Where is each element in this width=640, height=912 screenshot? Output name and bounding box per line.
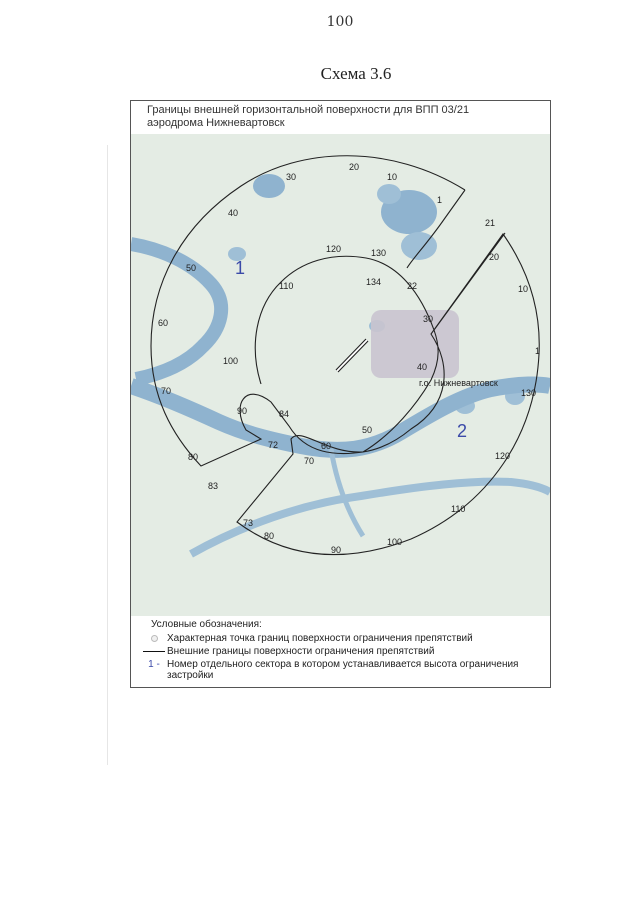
height-label: 72 bbox=[268, 440, 279, 450]
height-label: 40 bbox=[228, 208, 239, 218]
height-label: 80 bbox=[188, 452, 199, 462]
point-symbol-icon bbox=[141, 633, 167, 644]
height-label: 80 bbox=[264, 531, 275, 541]
height-label: 100 bbox=[223, 356, 239, 366]
legend bbox=[141, 619, 541, 683]
height-label: 20 bbox=[349, 162, 360, 172]
page-number: 100 bbox=[326, 14, 354, 30]
height-label: 21 bbox=[485, 218, 496, 228]
height-label: 10 bbox=[387, 172, 398, 182]
city-label: г.о. Нижневартовск bbox=[419, 378, 498, 388]
binding-margin-line bbox=[107, 145, 108, 765]
height-label: 100 bbox=[387, 537, 403, 547]
height-label: 1 bbox=[437, 195, 443, 205]
height-label: 20 bbox=[489, 252, 500, 262]
legend-item-text: Характерная точка границ поверхности ограничения препятствий bbox=[167, 633, 473, 644]
terrain-tint bbox=[131, 134, 550, 616]
height-label: 1 bbox=[535, 346, 541, 356]
legend-item-point bbox=[141, 633, 541, 644]
height-label: 60 bbox=[158, 318, 169, 328]
map-svg bbox=[131, 134, 550, 616]
height-label: 110 bbox=[279, 281, 294, 291]
height-label: 73 bbox=[243, 518, 254, 528]
height-label: 110 bbox=[451, 504, 466, 514]
legend-item-sector bbox=[141, 659, 541, 681]
height-label: 83 bbox=[208, 481, 219, 491]
height-label: 70 bbox=[304, 456, 315, 466]
city-area bbox=[371, 310, 459, 378]
height-label: 90 bbox=[331, 545, 342, 555]
height-label: 70 bbox=[161, 386, 172, 396]
lake bbox=[253, 174, 285, 198]
height-label: 130 bbox=[521, 388, 537, 398]
map-title-line2: аэродрома Нижневартовск bbox=[147, 117, 285, 129]
height-label: 50 bbox=[186, 263, 197, 273]
sector-label-1: 1 bbox=[235, 258, 246, 278]
sector-label-2: 2 bbox=[457, 421, 468, 441]
sector-number-symbol: 1 - bbox=[148, 659, 160, 670]
line-symbol-icon bbox=[141, 646, 167, 657]
height-label: 120 bbox=[326, 244, 342, 254]
height-label: 30 bbox=[286, 172, 297, 182]
map-title-line1: Границы внешней горизонтальной поверхности для ВПП 03/21 bbox=[147, 104, 470, 116]
map-area[interactable] bbox=[131, 134, 550, 616]
height-label: 30 bbox=[423, 314, 434, 324]
legend-title: Условные обозначения: bbox=[151, 619, 262, 630]
height-label: 22 bbox=[407, 281, 418, 291]
height-label: 84 bbox=[279, 409, 290, 419]
height-label: 60 bbox=[321, 441, 332, 451]
map-title bbox=[147, 104, 547, 130]
height-label: 90 bbox=[237, 406, 248, 416]
height-label: 40 bbox=[417, 362, 428, 372]
height-label: 134 bbox=[366, 277, 382, 287]
lake bbox=[377, 184, 401, 204]
height-label: 50 bbox=[362, 425, 373, 435]
height-label: 120 bbox=[495, 451, 511, 461]
scheme-title: Схема 3.6 bbox=[320, 64, 392, 83]
legend-item-line bbox=[141, 646, 541, 657]
legend-item-text: Номер отдельного сектора в котором устанавливается высота ограничения застройки bbox=[167, 659, 519, 681]
height-label: 130 bbox=[371, 248, 387, 258]
height-label: 10 bbox=[518, 284, 529, 294]
legend-item-text: Внешние границы поверхности ограничения препятствий bbox=[167, 646, 435, 657]
map-frame bbox=[130, 100, 551, 688]
